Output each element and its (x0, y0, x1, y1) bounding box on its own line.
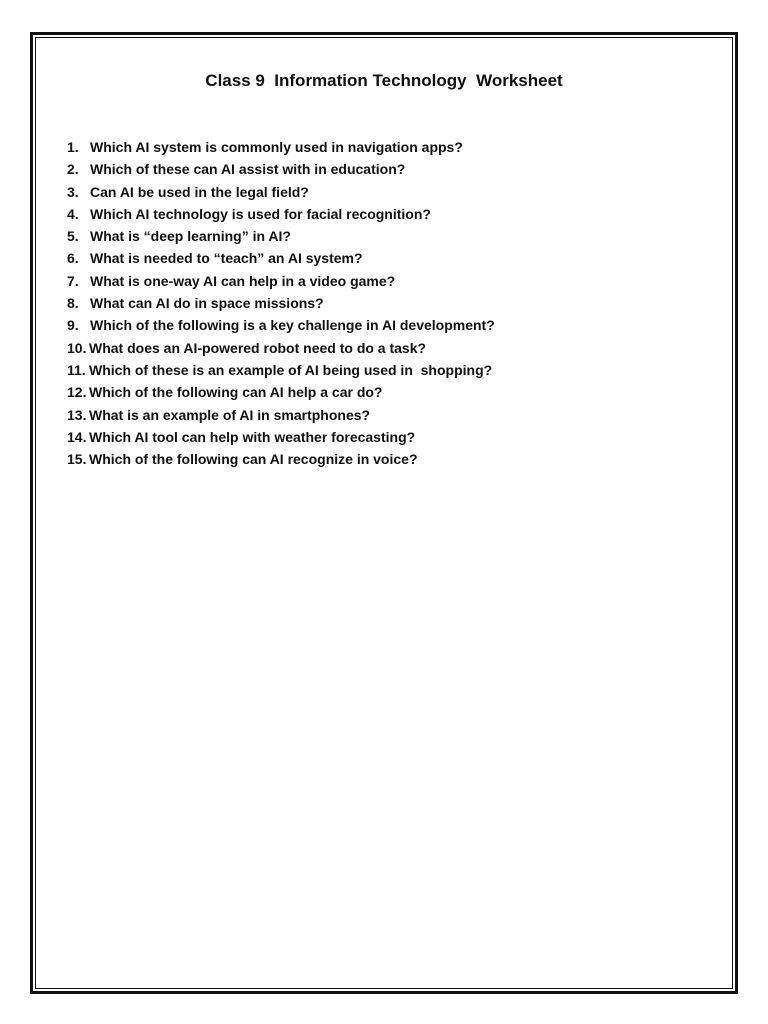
question-number: 1. (67, 139, 79, 155)
question-number: 15. (67, 451, 87, 468)
question-number: 13. (67, 406, 87, 423)
question-list (67, 137, 495, 471)
question-number: 14. (67, 428, 87, 445)
question-number: 11. (67, 361, 86, 378)
question-number: 7. (67, 272, 79, 289)
worksheet-title: Class 9 Information Technology Worksheet (205, 71, 563, 90)
question-number: 5. (67, 228, 79, 245)
question-text: Which AI technology is used for facial recognition? (90, 205, 431, 222)
question-text: Which of the following is a key challenge in AI development? (90, 317, 495, 334)
question-text: What is “deep learning” in AI? (90, 228, 291, 245)
question-number: 10. (67, 339, 87, 356)
question-text: What is an example of AI in smartphones? (89, 406, 371, 423)
question-text: Can AI be used in the legal field? (90, 183, 309, 200)
question-number: 8. (67, 295, 79, 312)
question-text: Which AI tool can help with weather forecasting? (89, 428, 416, 445)
question-item (67, 449, 495, 471)
question-text: What does an AI-powered robot need to do a task? (89, 339, 427, 356)
question-text: Which of these can AI assist with in education? (90, 161, 406, 178)
question-text: Which AI system is commonly used in navigation apps? (90, 139, 463, 155)
question-item (67, 405, 495, 427)
question-item (67, 226, 495, 248)
question-text: What is needed to “teach” an AI system? (90, 250, 363, 267)
question-number: 6. (67, 250, 79, 267)
question-number: 2. (67, 161, 79, 178)
question-item (67, 204, 495, 226)
question-item (67, 338, 495, 360)
question-item (67, 293, 495, 315)
question-item (67, 137, 495, 159)
question-item (67, 360, 495, 382)
question-item (67, 271, 495, 293)
question-text: What can AI do in space missions? (90, 295, 324, 312)
question-item (67, 248, 495, 270)
question-item (67, 382, 495, 404)
question-text: What is one-way AI can help in a video game? (90, 272, 396, 289)
question-text: Which of these is an example of AI being used in shopping? (89, 361, 493, 378)
question-item (67, 159, 495, 181)
question-number: 12. (67, 384, 87, 401)
question-number: 4. (67, 205, 79, 222)
question-number: 3. (67, 183, 79, 200)
question-text: Which of the following can AI recognize in voice? (89, 451, 418, 468)
question-item (67, 315, 495, 337)
question-text: Which of the following can AI help a car do? (89, 384, 383, 401)
question-number: 9. (67, 317, 79, 334)
question-item (67, 427, 495, 449)
question-item (67, 182, 495, 204)
